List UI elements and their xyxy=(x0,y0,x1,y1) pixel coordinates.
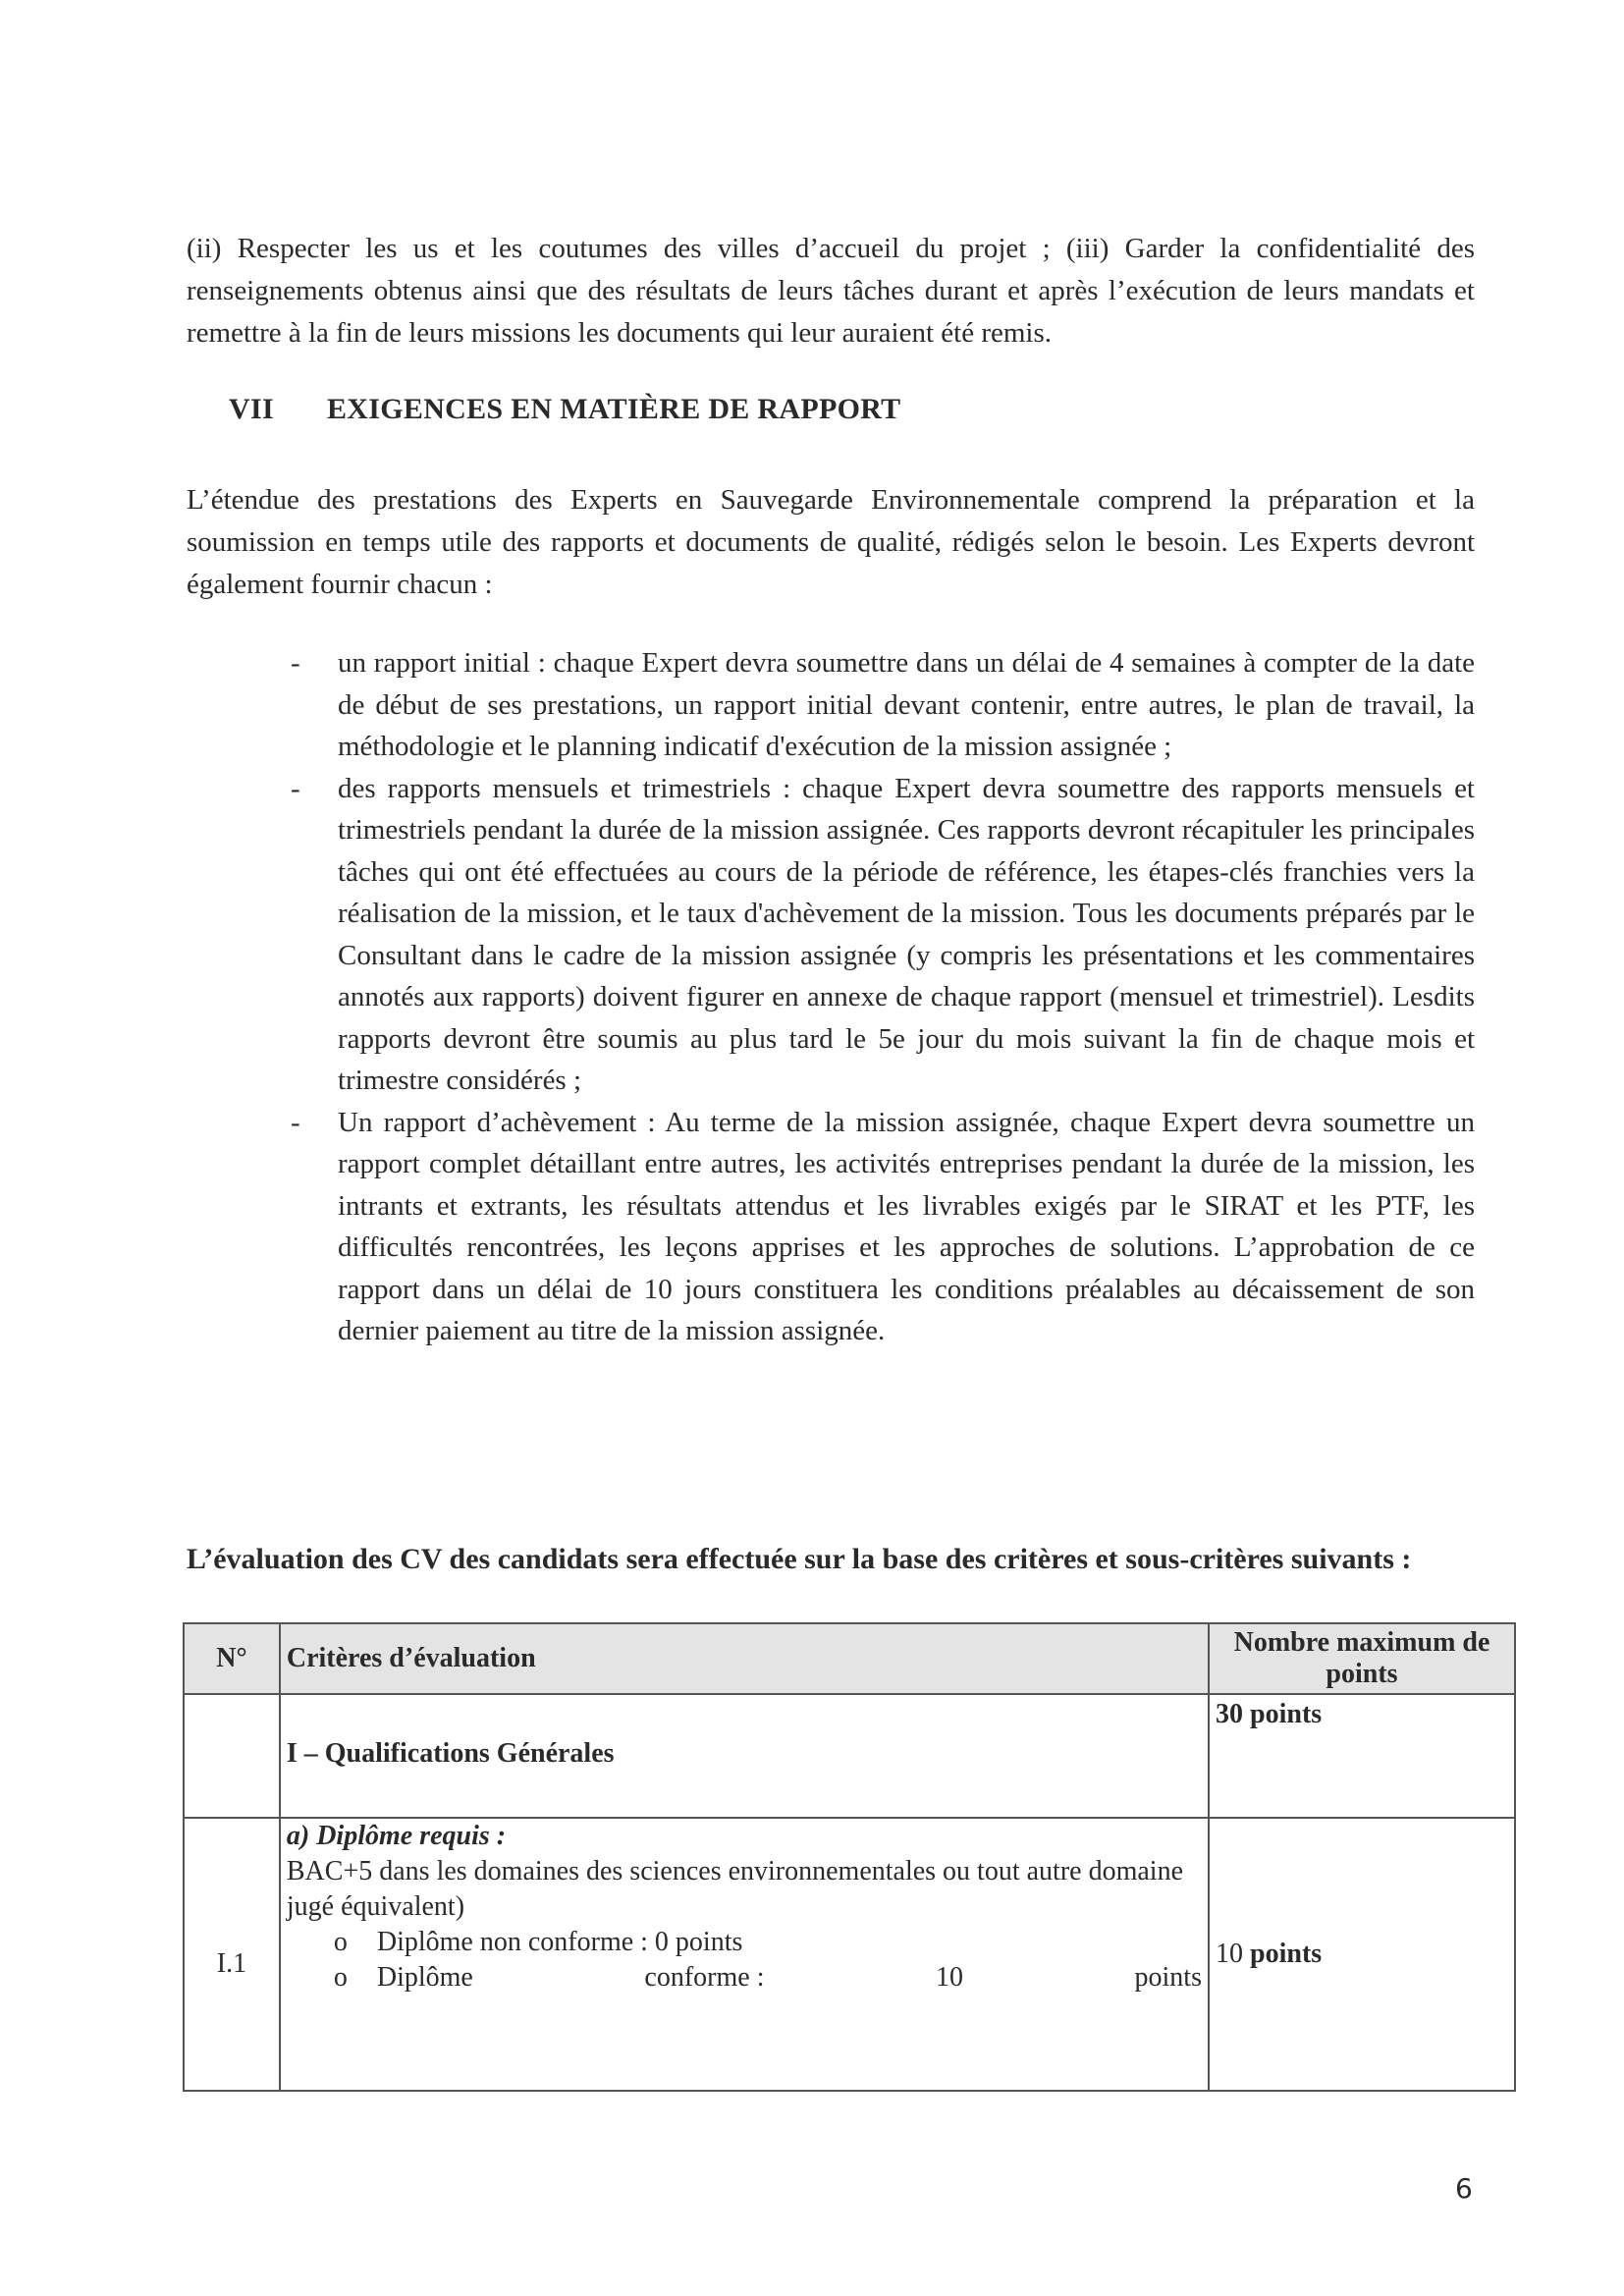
cell-number: I.1 xyxy=(184,1818,280,2091)
list-item xyxy=(291,768,1475,1102)
bullet-marker: o xyxy=(333,1962,348,1993)
table-row xyxy=(184,1694,1515,1818)
cell-section-label: I – Qualifications Générales xyxy=(280,1694,1209,1818)
list-item xyxy=(291,1102,1475,1352)
cell-points xyxy=(1209,1818,1515,2091)
section-heading xyxy=(229,393,900,426)
bullet-marker: o xyxy=(333,1927,348,1957)
reporting-paragraph: L’étendue des prestations des Experts en Sauvegarde Environnementale comprend la préparation et la soumission en temps utile des rapports et documents de qualité, rédigés selon le besoin. Les Experts devront également fournir chacun : xyxy=(187,484,1475,600)
header-criteria: Critères d’évaluation xyxy=(280,1623,1209,1694)
criteria-subtitle: a) Diplôme requis : xyxy=(286,1821,507,1851)
header-points: Nombre maximum de points xyxy=(1209,1623,1515,1694)
section-title: EXIGENCES EN MATIÈRE DE RAPPORT xyxy=(327,393,901,425)
report-list xyxy=(291,642,1475,1352)
page-number: 6 xyxy=(1455,2172,1473,2205)
list-item-text: des rapports mensuels et trimestriels : chaque Expert devra soumettre des rapports mensuels et trimestriels pendant la durée de la mission assignée. Ces rapports devront récapituler les principales tâches qui ont été effectuées au cours de la période de référence, les étapes-clés franchies vers la réalisation de la mission, et le taux d'achèvement de la mission. Tous les documents préparés par le Consultant dans le cadre de la mission assignée (y compris les présentations et les commentaires annotés aux rapports) doivent figurer en annexe de chaque rapport (mensuel et trimestriel). Lesdits rapports devront être soumis au plus tard le 5e jour du mois suivant la fin de chaque mois et trimestre considérés ; xyxy=(338,772,1475,1096)
bullet-part: Diplôme xyxy=(376,1962,473,1993)
header-number: N° xyxy=(184,1623,280,1694)
table-header-row xyxy=(184,1623,1515,1694)
bullet-part: 10 xyxy=(936,1962,963,1993)
bullet-text xyxy=(377,1960,1202,1995)
cell-section-points: 30 points xyxy=(1209,1694,1515,1818)
list-dash: - xyxy=(291,1106,300,1138)
intro-paragraph: (ii) Respecter les us et les coutumes des villes d’accueil du projet ; (iii) Garder la confidentialité des renseignements obtenus ainsi que des résultats de leurs tâches durant et après l’exécution de leurs mandats et remettre à la fin de leurs missions les documents qui leur auraient été remis. xyxy=(187,233,1475,349)
list-item xyxy=(291,642,1475,768)
criteria-bullet xyxy=(287,1925,1202,1960)
criteria-table xyxy=(183,1622,1516,2092)
bullet-text: Diplôme non conforme : 0 points xyxy=(376,1927,743,1957)
criteria-description: BAC+5 dans les domaines des sciences environnementales ou tout autre domaine jugé équivalent) xyxy=(286,1856,1183,1922)
bullet-part: conforme : xyxy=(644,1962,765,1993)
list-item-text: un rapport initial : chaque Expert devra soumettre dans un délai de 4 semaines à compter de la date de début de ses prestations, un rapport initial devant contenir, entre autres, le plan de travail, la méthodologie et le planning indicatif d'exécution de la mission assignée ; xyxy=(338,647,1475,762)
points-unit: points xyxy=(1250,1939,1323,1969)
points-value: 10 xyxy=(1216,1939,1244,1969)
evaluation-title: L’évaluation des CV des candidats sera effectuée sur la base des critères et sous-critères suivants : xyxy=(187,1543,1412,1575)
table-row xyxy=(184,1818,1515,2091)
section-number: VII xyxy=(229,393,274,425)
cell-number xyxy=(184,1694,280,1818)
bullet-part: points xyxy=(1134,1962,1202,1993)
list-dash: - xyxy=(291,647,300,679)
cell-criteria xyxy=(280,1818,1209,2091)
list-item-text: Un rapport d’achèvement : Au terme de la mission assignée, chaque Expert devra soumettre un rapport complet détaillant entre autres, les activités entreprises pendant la durée de la mission, les intrants et extrants, les résultats attendus et les livrables exigés par le SIRAT et les PTF, les difficultés rencontrées, les leçons apprises et les approches de solutions. L’approbation de ce rapport dans un délai de 10 jours constituera les conditions préalables au décaissement de son dernier paiement au titre de la mission assignée. xyxy=(338,1106,1475,1346)
criteria-bullet xyxy=(287,1960,1202,1995)
list-dash: - xyxy=(291,772,300,804)
